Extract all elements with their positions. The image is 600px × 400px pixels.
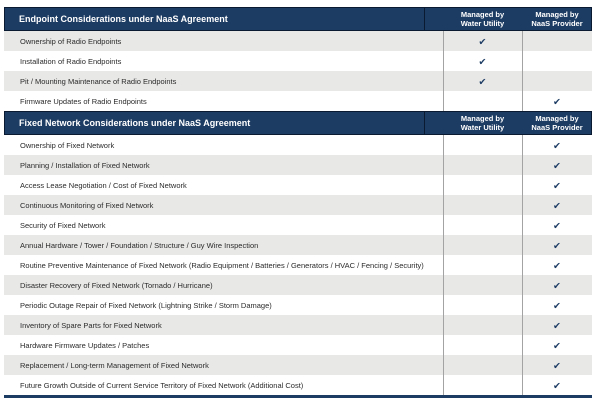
column-divider [443, 135, 444, 395]
column-header-line2: Water Utility [460, 123, 505, 132]
row-label: Annual Hardware / Tower / Foundation / Structure / Guy Wire Inspection [20, 240, 259, 250]
check-icon: ✔ [553, 241, 561, 252]
column-divider [522, 31, 523, 111]
cell-naas-provider [522, 257, 592, 273]
table-row [4, 295, 592, 315]
check-icon: ✔ [553, 361, 561, 372]
row-label: Future Growth Outside of Current Service Territory of Fixed Network (Additional Cost) [20, 380, 304, 390]
section-header-band [4, 7, 592, 31]
column-header-line1: Managed by [535, 114, 579, 123]
check-icon: ✔ [553, 141, 561, 152]
row-label: Ownership of Radio Endpoints [20, 36, 122, 46]
check-icon: ✔ [478, 37, 487, 48]
row-label: Disaster Recovery of Fixed Network (Tornado / Hurricane) [20, 280, 213, 290]
table-sections [4, 7, 592, 395]
table-row [4, 155, 592, 175]
cell-naas-provider [522, 277, 592, 293]
row-label: Access Lease Negotiation / Cost of Fixed Network [20, 180, 187, 190]
table-row [4, 51, 592, 71]
table-row [4, 255, 592, 275]
check-icon: ✔ [553, 341, 561, 352]
column-header-line1: Managed by [535, 10, 579, 19]
row-label: Routine Preventive Maintenance of Fixed Network (Radio Equipment / Batteries / Generators / HVAC / Fencing / Security) [20, 260, 424, 270]
section-title: Endpoint Considerations under NaaS Agreement [19, 14, 228, 24]
section-rows [4, 31, 592, 111]
column-header-naas-provider [522, 112, 592, 134]
cell-naas-provider [522, 357, 592, 373]
cell-naas-provider [522, 377, 592, 393]
row-label: Continuous Monitoring of Fixed Network [20, 200, 154, 210]
table-row [4, 135, 592, 155]
table-row [4, 315, 592, 335]
cell-naas-provider [522, 337, 592, 353]
check-icon: ✔ [553, 261, 561, 272]
naas-responsibility-table [4, 7, 592, 398]
table-row [4, 215, 592, 235]
table-row [4, 175, 592, 195]
check-icon: ✔ [478, 77, 487, 88]
check-icon: ✔ [553, 221, 561, 232]
cell-naas-provider [522, 237, 592, 253]
table-row [4, 275, 592, 295]
column-header-line2: NaaS Provider [531, 19, 583, 28]
cell-naas-provider [522, 197, 592, 213]
header-band-divider [424, 8, 425, 30]
cell-naas-provider [522, 93, 592, 109]
table-row [4, 375, 592, 395]
cell-naas-provider [522, 297, 592, 313]
table-section [4, 111, 592, 395]
row-label: Periodic Outage Repair of Fixed Network (Lightning Strike / Storm Damage) [20, 300, 272, 310]
cell-naas-provider [522, 177, 592, 193]
table-row [4, 71, 592, 91]
header-band-divider [424, 112, 425, 134]
table-row [4, 31, 592, 51]
column-header-water-utility [443, 112, 522, 134]
row-label: Security of Fixed Network [20, 220, 106, 230]
check-icon: ✔ [553, 301, 561, 312]
table-row [4, 335, 592, 355]
row-label: Replacement / Long-term Management of Fixed Network [20, 360, 209, 370]
cell-naas-provider [522, 317, 592, 333]
check-icon: ✔ [553, 321, 561, 332]
row-label: Planning / Installation of Fixed Network [20, 160, 150, 170]
column-header-line1: Managed by [460, 10, 505, 19]
row-label: Inventory of Spare Parts for Fixed Network [20, 320, 162, 330]
section-rows [4, 135, 592, 395]
table-row [4, 195, 592, 215]
check-icon: ✔ [553, 161, 561, 172]
table-row [4, 355, 592, 375]
cell-water-utility [443, 53, 522, 69]
table-row [4, 91, 592, 111]
column-header-line1: Managed by [460, 114, 505, 123]
column-divider [443, 31, 444, 111]
check-icon: ✔ [553, 181, 561, 192]
table-bottom-border [4, 395, 592, 398]
row-label: Installation of Radio Endpoints [20, 56, 122, 66]
check-icon: ✔ [553, 381, 561, 392]
cell-water-utility [443, 33, 522, 49]
section-header-band [4, 111, 592, 135]
column-header-water-utility [443, 8, 522, 30]
row-label: Ownership of Fixed Network [20, 140, 115, 150]
check-icon: ✔ [478, 57, 487, 68]
section-title: Fixed Network Considerations under NaaS Agreement [19, 118, 251, 128]
check-icon: ✔ [553, 281, 561, 292]
cell-naas-provider [522, 157, 592, 173]
column-divider [522, 135, 523, 395]
check-icon: ✔ [553, 201, 561, 212]
row-label: Pit / Mounting Maintenance of Radio Endpoints [20, 76, 177, 86]
check-icon: ✔ [553, 97, 561, 108]
cell-water-utility [443, 73, 522, 89]
column-header-line2: NaaS Provider [531, 123, 583, 132]
table-section [4, 7, 592, 111]
row-label: Firmware Updates of Radio Endpoints [20, 96, 147, 106]
cell-naas-provider [522, 217, 592, 233]
row-label: Hardware Firmware Updates / Patches [20, 340, 150, 350]
column-header-naas-provider [522, 8, 592, 30]
column-header-line2: Water Utility [460, 19, 505, 28]
table-row [4, 235, 592, 255]
cell-naas-provider [522, 137, 592, 153]
